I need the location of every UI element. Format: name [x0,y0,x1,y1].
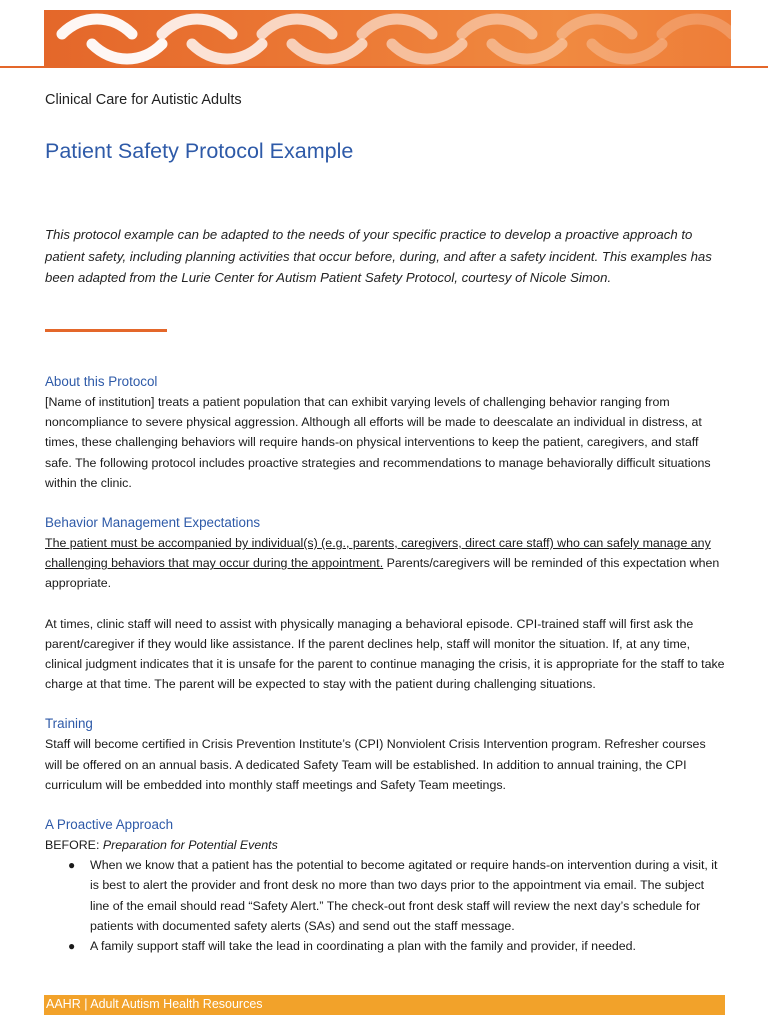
bullet-text-1: When we know that a patient has the potential to become agitated or require hands-on intervention during a visit, it is best to alert the provider and front desk no more than two days prior to the appointment via email. The subject line of the email should read “Safety Alert.” The check-out front desk staff will review the next day’s schedule for patients with documented safety alerts (SAs) and send out the staff message. [90,858,718,933]
before-bullet-list [45,855,725,956]
section-heading-training: Training [45,716,93,732]
about-paragraph: [Name of institution] treats a patient population that can exhibit varying levels of challenging behavior ranging from noncompliance to severe physical aggression. Although all efforts will be made to deescalate an individual in distress, at times, these challenging behaviors will require hands-on physical interventions to keep the patient, caregivers, and staff safe. The following protocol includes proactive strategies and recommendations to manage behaviorally difficult situations within the clinic. [45,395,711,490]
document-body [45,372,725,956]
behavior-underlined-text: The patient must be accompanied by individual(s) (e.g., parents, caregivers, direct care staff) who can safely manage any challenging behaviors that may occur during the appointment. [45,536,711,571]
training-paragraph: Staff will become certified in Crisis Prevention Institute’s (CPI) Nonviolent Crisis Intervention program. Refresher courses will be offered on an annual basis. A dedicated Safety Team will be established. In addition to annual training, the CPI curriculum will be embedded into monthly staff meetings and Safety Team meetings. [45,737,706,792]
behavior-paragraph-1 [45,533,725,594]
section-heading-behavior: Behavior Management Expectations [45,515,261,531]
bullet-icon: ● [68,939,76,954]
document-subtitle: Clinical Care for Autistic Adults [45,92,242,108]
behavior-rest-text: Parents/caregivers will be reminded of this expectation when appropriate. [45,556,720,591]
header-banner [44,10,731,66]
before-line [45,835,725,855]
bullet-text-2: A family support staff will take the lead in coordinating a plan with the family and provider, if needed. [90,939,636,954]
list-item [68,855,725,936]
document-title: Patient Safety Protocol Example [45,139,354,163]
accent-divider [45,329,167,332]
footer-bar [44,995,725,1015]
footer-text: AAHR | Adult Autism Health Resources [46,997,263,1011]
list-item [68,936,725,956]
intro-paragraph: This protocol example can be adapted to the needs of your specific practice to develop a proactive approach to patient safety, including planning activities that occur before, during, and after a safety incident. This examples has been adapted from the Lurie Center for Autism Patient Safety Protocol, courtesy of Nicole Simon. [45,227,712,285]
banner-divider [0,66,768,68]
section-heading-proactive: A Proactive Approach [45,817,174,833]
before-subtitle: Preparation for Potential Events [102,838,278,853]
before-label: BEFORE: [45,838,100,853]
section-heading-about: About this Protocol [45,374,158,389]
bullet-icon: ● [68,858,76,873]
banner-wave-pattern [44,10,731,66]
behavior-paragraph-2: At times, clinic staff will need to assist with physically managing a behavioral episode. CPI-trained staff will first ask the parent/caregiver if they would like assistance. If the parent declines help, staff will monitor the situation. If, at any time, clinical judgment indicates that it is unsafe for the parent to continue managing the crisis, it is appropriate for the staff to take charge at that time. The parent will be expected to stay with the patient during challenging situations. [45,616,725,692]
